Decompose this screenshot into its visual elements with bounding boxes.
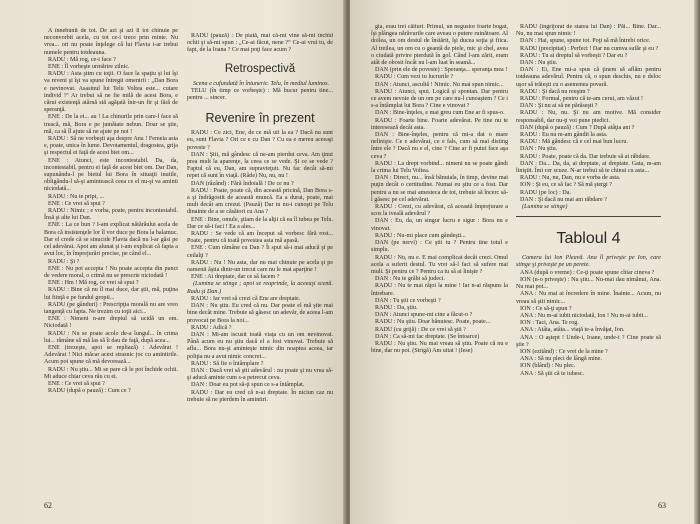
dialogue-line: DAN : Eu, da, un singur lucru e sigur : Bora nu e vinovat. <box>371 218 508 232</box>
dialogue-line: RADU : Eu nu m-am gândit la asta. <box>520 132 608 139</box>
dialogue-line: ANA (după o vreme) : Ce-ţi poate spune chiar cineva ? <box>520 269 655 276</box>
dialogue-line: RADU : Crezi, cu adevărat, că această împrejurare a scos la iveală adevărul ? <box>371 204 508 218</box>
dialogue-line: DAN : Hai, spune, spune tot. Poţi să mă întrebi orice. <box>520 38 651 45</box>
dialogue-line: ENE : Bine, omule, ştiam de la alţii că ea îl iubea pe Telu. Dar ce să-i faci ! Ea a ales... <box>187 216 333 230</box>
left-column-1 <box>44 28 178 395</box>
dialogue-line: RADU : Nu se poate acolo de-a lungul... în crima lui... rămâne să mă las să îi dau de faţă, după acea... <box>44 330 178 344</box>
page-number-left: 62 <box>44 501 52 510</box>
dialogue-line: ENE : Hm ! Mă rog, ce vrei să spui ? <box>48 280 139 287</box>
dialogue-block <box>187 88 333 102</box>
dialogue-line: ENE : De la ei... au ! La chinurile prin care-l face să treacă, mă, Bora e pe jumătate nebun. Doar se ştie, mă, ca să îl ajute să ne ajute pe noi ! <box>44 114 178 135</box>
dialogue-line: DAN : Şi nu ai să ne părăseşti ? <box>520 103 598 110</box>
dialogue-line: DAN (prin ele de poveste) : Speranţa... speranţa mea ! <box>375 67 508 74</box>
dialogue-line: RADU : Formal, pentru că te-am cerut, am văzut ! <box>520 96 644 103</box>
dialogue-line: RADU : Cum vezi tu lucrurile ? <box>375 74 454 81</box>
dialogue-line: RADU : Dar eu cred că n-ai dreptate. În niciun caz nu trebuie să ne pierdem în amintiri. <box>187 389 333 403</box>
page-number-right: 63 <box>658 501 666 510</box>
dialogue-line: RADU : Da, ştiu. <box>375 304 418 311</box>
dialogue-line: DAN : Mi-am iscusit toată viaţa cu un om nevinovat. Până acum eu nu ştiu dacă el a fost vinovat. Trebuie să aflu... Bora nu-şi aminteşte nimic din noaptea aceea, iar poliţia nu a avut nimic concret... <box>187 331 333 360</box>
dialogue-line: RADU : Nu ştiu. Nu mai vreau să ştiu. Poate că nu e bine, dar nu pot. (Strigă) Am uitat ! (Iese) <box>371 340 508 355</box>
section-heading-revenire: Revenire în prezent <box>205 111 315 126</box>
dialogue-line: RADU : Nu ştiu. Doar bănuiesc. Poate, poate... <box>375 319 491 326</box>
dialogue-line: RADU : Atunci, spui. Logică şi spontan. Dar pentru ce avem nevoie de un om pe care nu-l cunoaştem ? Ce i s-a întâmplat lui Bora ? Cine e vinovat ? <box>371 88 508 110</box>
dialogue-line: RADU : Nu ştiu... Mi se pare că le pot închide ochii. Mi aduce chiar ceva rău cu ei. <box>44 366 178 380</box>
dialogue-line: DAN : Nu ştiu. <box>520 146 558 153</box>
dialogue-line: ANA : Să ştii că te iubesc. <box>520 370 585 377</box>
dialogue-line: RADU (pe gânduri) : Prescripţia morală nu are vreo tangenţă cu fapta. Ne trezim cu toţii aici... <box>44 301 178 315</box>
section-heading-retrospectiva: Retrospectivă <box>224 62 296 75</box>
dialogue-line: ENE : Ce vrei să spui ? <box>48 380 105 387</box>
dialogue-line: RADU (pe loc) : Da. <box>520 189 571 196</box>
dialogue-line: RADU (după o pauză) : Cum ce ? <box>48 388 131 395</box>
dialogue-line: ENE : Îl vorbeşte urmărire zilnic. <box>48 64 130 71</box>
dialogue-line: RADU (cu grijă) : De ce vrei să ştii ? <box>375 326 466 333</box>
dialogue-line: DAN : Doar eu pot să-ţi spun ce s-a întâmplat. <box>191 382 305 389</box>
right-column-1 <box>371 24 508 355</box>
dialogue-line: ION : Şi eu, ce să fac ? Să mă ştergi ? <box>520 182 612 189</box>
dialogue-line: DAN : Nu ştiu. Eu cred că nu. Dar poate el mă ştie mai bine decât mine. Trebuie să găsesc un adevăr, de aceea l-am provocat pe Bora la noi... <box>187 303 333 324</box>
dialogue-line: DAN : Bine-înţeles, pentru că mi-a dat o mare nelinişte. Ce e adevărat, ce e fals, cum să mai disting între ele ? Dacă nu e el, cine ? Cine ar fi putut face aşa ceva ? <box>371 132 508 160</box>
dialogue-line: DAN : Ei, Ene mi-a spus că ţinem să aflăm pentru totdeauna adevărul. Pentru că, o spun deschis, nu e deloc uşor să trăieşti cu o asemenea povară. <box>516 67 661 88</box>
book-cover-edge <box>694 0 700 524</box>
dialogue-line: RADU : Nu, nu. Şi nu am motive. Mă consider responsabil, dar nu-ţi voi pune piedici. <box>516 110 661 124</box>
dialogue-line: RADU : Mă rog, ce-i face ? <box>48 56 116 63</box>
dialogue-line: ION : Taci, Ana. Te rog. <box>520 320 579 327</box>
dialogue-line: DAN : Direct, nu... însă bănuiala, în timp, devine mai puţin decât o certitudine. Numai eu ştiu ce a fost. Dar pentru a nu se mai amesteca de tot, trebuie să încerc să-l găsesc pe cel adevărat. <box>371 175 508 203</box>
dialogue-block <box>516 270 661 378</box>
dialogue-line: RADU : Poate, poate că, din această pricină, Dan Bora s-a şi îndrăgostit de această muncă. Ea a durat, poate, mai mult decât am crezut. (Pauză) Dar tu nu-i cunoşti pe Telu dinainte de a se căsători cu Ana ? <box>187 187 333 216</box>
dialogue-line: DAN : Da... Da, da, ai dreptate, ai dreptate. Gata, m-am liniştit. Îmi cer scuze. N-ar trebui să te chinui cu asta... <box>516 160 661 175</box>
dialogue-line: DAN : Şi dacă nu mai am răbdare ? <box>520 196 607 203</box>
dialogue-line: RADU : Nu ! Nu asta, dar nu mai chinuie pe acela şi pe oamenii ăştia dintr-un trecut care nu le mai aparţine ! <box>187 259 333 274</box>
dialogue-line: RADU : Nu, nu, Dan, nu e vorba de asta. <box>520 175 621 182</box>
dialogue-line: DAN (după o pauză) : Cum ? După atâţia ani ? <box>520 124 635 131</box>
dialogue-line: DAN : Atunci spune-mi cine a făcut-o ? <box>375 312 473 319</box>
dialogue-line: RADU (îngrijorat de starea lui Dan) : Păi... Bine. Dar... Nu, nu mai spun nimic ! <box>516 24 661 38</box>
section-heading-tabloul-4: Tabloul 4 <box>556 230 621 248</box>
dialogue-line: ANA : O aştept ! Unde-i, Ioane, unde-i ? Cine poate să ştie ? <box>516 334 661 348</box>
dialogue-line: ANA : Nu mai ai încredere în mine. Înainte... Acum, nu vreau să ştii nimic... <box>516 291 661 305</box>
right-page <box>350 0 700 524</box>
dialogue-line: RADU : Adică ? <box>191 324 232 331</box>
dialogue-line: RADU (precipitat) : Perfect ! Dar nu cumva sufăr şi eu ? <box>520 45 659 52</box>
dialogue-line: RADU : Şi ? <box>48 258 80 265</box>
dialogue-line: TELU (în timp ce vorbeşte) : Mă bucur pentru tine... pentru ... sincer. <box>187 87 333 102</box>
dialogue-block <box>187 130 333 281</box>
dialogue-line: RADU : Poate, poate că da. Dar trebuie să ai răbdare. <box>520 153 651 160</box>
stage-direction: (Lumina se stinge) <box>522 204 568 211</box>
dialogue-line: A înnebunit de tot. De azi şi azi îl tot chinuie pe neconvorbit acela, cu tot ce-i trece prin minte. Nu vrea... ori nu poate înţelege că lui Flavia i-ar trebui numele pentru totdeauna. <box>44 28 178 56</box>
right-column-2 <box>516 24 661 378</box>
dialogue-line: ENE : Nimeni n-are dreptul să ucidă un om. Niciodată ! <box>44 316 178 330</box>
dialogue-line: RADU : Bine că nu îl mai duce, dar ştii, mă, puţina lui fiinţă e pe fundul gropii... <box>44 287 178 301</box>
dialogue-line: RADU : Se vede că am început să vorbesc fără rost... Poate, pentru că toată povestea asta mă apasă. <box>187 231 333 245</box>
dialogue-block <box>187 296 333 404</box>
dialogue-line: RADU : Şi dacă nu reuşim ? <box>520 88 590 95</box>
stage-direction: Camera lui Ion Pleavă. Ana îl priveşte pe Ion, care stinge şi priveşte pe un perete. <box>516 255 661 269</box>
dialogue-line: RADU : Asta ştim cu toţii. O face la spaţiu şi lui îşi va reveni şi îşi va spune întregii omenirii : „Dan Bora e nevinovat. Asasinul lui Telu Voltea este... cutare individ !“ Ar trebui să ne fie milă de acest Bora, e cărui existenţă atârnă stă agăţată într-un fir şi fără de speranţă. <box>44 71 178 114</box>
dialogue-line: ION : Ce să-ţi spun ? <box>520 305 572 312</box>
dialogue-line: ENE : Nu pot accepta ! Nu poate accepta din punct de vedere moral, o crimă nu se prescrie niciodată ! <box>44 265 178 279</box>
dialogue-line: ANA : Să nu pleci de lângă mine. <box>520 356 602 363</box>
dialogue-block <box>516 24 661 204</box>
dialogue-line: RADU : Iar vrei să crezi că Ene are dreptate. <box>191 295 301 302</box>
stage-direction: (Lumina se stinge ; apoi se reaprinde, la aceeaşi scenă. Radu şi Dan.) <box>187 281 333 295</box>
dialogue-line: ENE : La ce bun ? I-am explicat nătărăului acela de Bora că insistenţele lor îl vor duce pe Bora la balamuc. Dar el crede că se sinucide Flavia dacă nu l-ar găsi pe cel adevărat. Apoi am alunat şi i-am explicat că fapta a avut loc, în împrejurări precise, pe când el... <box>44 222 178 258</box>
dialogue-line: RADU : Să fie o întâmplare ? <box>191 360 264 367</box>
section-divider <box>516 216 661 217</box>
dialogue-line: ANA : Atâta, atâta... viaţă te-a învăţat, Ion. <box>520 327 625 334</box>
dialogue-line: ENE : Atunci, este incontestabil. Da, da, incontestabil, pentru ei faţă de acest biet om. Dar Dan, supunându-l pe bietul lui Bora în situaţii inutile, obligându-l să-şi amintească ceea ce el nu-şi va aminti niciodată... <box>44 157 178 193</box>
dialogue-line: DAN : Atunci, ascultă ! Nimic. Nu mai spun nimic... <box>375 81 504 88</box>
dialogue-line: ION (n-o priveşte) : Nu ştiu... Nu-mai dau nimănui, Ana. Nu mai pot... <box>516 276 661 291</box>
dialogue-line: RADU : Nu te mai răţoi la mine ! Iar n-ai răspuns la întrebare. <box>371 283 508 297</box>
dialogue-line: ION (ezitând) : Ce vrei de la mine ? <box>520 348 608 355</box>
dialogue-line: RADU : Mă gândesc că e cel mai bun lucru. <box>520 139 628 146</box>
dialogue-line: RADU : Nu-mi place cum gândeşti... <box>375 232 466 239</box>
dialogue-line: RADU : Ce zici, Ene, de ce mă uit la ea ? Dacă nu sunt eu, sunt Flavia ? Ori ce e cu Dan ? Cu ea e mereu aceeaşi poveste ? <box>187 130 333 151</box>
dialogue-line: ENE : Cum rămâne cu Dan ? Îi spui să-i mai aducă şi pe ceilalţi ? <box>187 245 333 259</box>
dialogue-line: ION (blând) : Nu plec. <box>520 363 576 370</box>
dialogue-line: RADU : Nu, nu e. E mai complicat decât crezi. Omul acela a suferit destul. Tu vrei să-l faci să sufere mai mult. Şi pentru ce ? Pentru ca tu să ai linişte ? <box>371 254 508 275</box>
left-column-2 <box>187 33 333 404</box>
dialogue-line: RADU : Tu ai dreptul să vorbeşti ? Dar eu ? <box>520 52 628 59</box>
dialogue-line: gia, erau trei căituri. Primul, un negustor foarte bogat, îşi plângea nărăvurile care aveau o putere ruinătoare. Al doilea, un om destul de înstărit, îşi ducea soţia şi fiica. Al treilea, un om cu o geantă de piele, mic şi chel, avea o ciudată privire pierdută în gol. Când l-am zărit, eram atât de obosit încât nu l-am luat în seamă... <box>371 24 508 67</box>
dialogue-line: RADU : La drept vorbind... nimeni nu se poate gândi la crima lui Telu Voltea. <box>371 160 508 175</box>
dialogue-line: DAN : Tu ştii ce vorbeşti ? <box>375 297 441 304</box>
dialogue-line: ENE : Ce vrei să spui ? <box>48 200 105 207</box>
dialogue-line: DAN (râzând) : Fără îndoială ! De ce nu ? <box>191 180 294 187</box>
dialogue-line: RADU (pauză) : De piată, mai că-mi vine să-mi închid ochii şi să-mi spun : „Ce-ai făcut, nene ?“ Ce-ai vrut tu, de fapt, de la Ioana ? Ce mai poţi face acum ? <box>187 33 333 54</box>
scene-intro <box>187 33 333 55</box>
dialogue-line: RADU : Să ne vorbeşti aşa despre Ana ! Femeia asta e, poate, unica în lume. Devotamentul, dragostea, grija şi respectul ei faţă de acest biet om... <box>44 136 178 157</box>
stage-direction: Scena e cufundată în întuneric. Telu, în mediul luminos. <box>193 80 330 87</box>
dialogue-line: ANA : Nu m-ai iubit niciodată, Ion ! Nu m-ai iubit... <box>520 312 648 319</box>
dialogue-line: DAN : Ca să-mi fac dreptate. (Se întoarce) <box>375 333 480 340</box>
dialogue-line: DAN : Bine-înţeles, e mai greu cum Ene ar fi spus-o. <box>375 110 505 117</box>
dialogue-line: RADU : Foarte bine. Foarte adevărat. Pe tine nu te interesează decât asta. <box>371 117 508 131</box>
dialogue-line: ENE (trezeşte, apoi se repliază) : Adevărat ! Adevărat ! Nici măcar acest strasnic joc cu amintirile. Acum pot spune că mă devorează... <box>44 344 178 366</box>
dialogue-line: DAN : Dacă vrei să ştii adevărul : nu poate şi nu vrea să-şi aducă aminte cum s-a petrecut ceva. <box>187 367 333 382</box>
dialogue-line: ENE : Ai dreptate, dar ce să facem ? <box>191 274 280 281</box>
dialogue-line: DAN (pe nervi) : Ce ştii tu ? Pentru tine totul e simplu. <box>371 240 508 254</box>
dialogue-line: DAN : Nu ştiu. <box>520 60 558 67</box>
left-page <box>0 0 346 524</box>
dialogue-line: DAN : Nu te grăbi să judeci. <box>375 276 445 283</box>
dialogue-line: RADU : Nu te pripi, ... <box>48 193 105 200</box>
dialogue-line: RADU : Nimic ; e vorba, poate, pentru incontestabil. Însă şi alte lui Dan. <box>44 208 178 222</box>
dialogue-line: DAN : Ştii, mă gândesc că ne-am pierdut ceva. Am ţinut prea mult la aparenţe, la ceea ce se vede. Şi ce se vede ? Faptul că eu, Dan, am supravieţuit. Nu fac decât să-mi repet că sunt în viaţă. (Râde) Nu, nu, nu ! <box>187 151 333 180</box>
